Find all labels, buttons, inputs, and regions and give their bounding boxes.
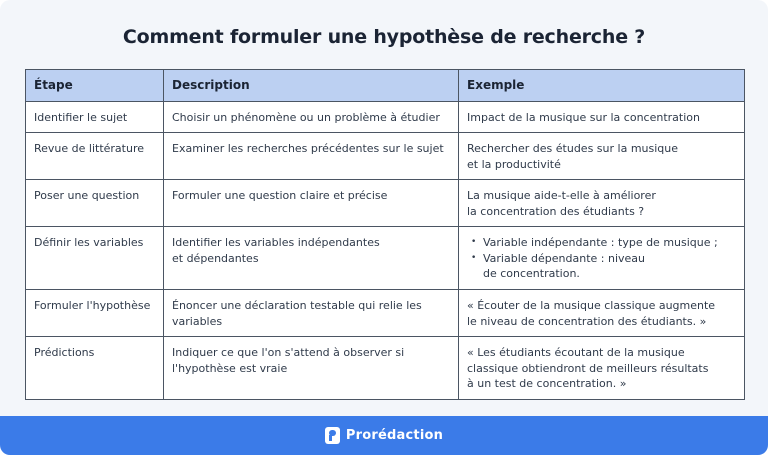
exemple-cell: « Écouter de la musique classique augmente le niveau de concentration des étudiants. » (459, 290, 745, 337)
list-item: • Variable indépendante : type de musique ; (467, 235, 736, 251)
table-row (26, 102, 745, 133)
page-title: Comment formuler une hypothèse de recherche ? (122, 26, 646, 48)
exemple-cell: Rechercher des études sur la musique et la productivité (459, 133, 745, 180)
etape-cell: Définir les variables (26, 227, 164, 290)
table-row (26, 180, 745, 227)
etape-cell: Poser une question (26, 180, 164, 227)
steps-table (25, 69, 745, 400)
list-item: • Variable dépendante : niveau de concentration. (467, 251, 736, 282)
description-cell: Choisir un phénomène ou un problème à étudier (164, 102, 459, 133)
footer-bar (0, 416, 768, 455)
exemple-cell (459, 227, 745, 290)
description-cell: Examiner les recherches précédentes sur le sujet (164, 133, 459, 180)
variables-list (467, 235, 736, 282)
description-cell: Indiquer ce que l'on s'attend à observer si l'hypothèse est vraie (164, 337, 459, 400)
brand-name[interactable]: Prorédaction (345, 428, 444, 443)
exemple-cell: Impact de la musique sur la concentration (459, 102, 745, 133)
table-row (26, 133, 745, 180)
etape-cell: Prédictions (26, 337, 164, 400)
column-header-etape: Étape (26, 70, 164, 102)
description-cell: Énoncer une déclaration testable qui relie les variables (164, 290, 459, 337)
exemple-cell: « Les étudiants écoutant de la musique classique obtiendront de meilleurs résultats à un test de concentration. » (459, 337, 745, 400)
etape-cell: Formuler l'hypothèse (26, 290, 164, 337)
column-header-exemple: Exemple (459, 70, 745, 102)
table-header-row (26, 70, 745, 102)
proredaction-logo-icon (325, 427, 340, 444)
exemple-cell: La musique aide-t-elle à améliorer la concentration des étudiants ? (459, 180, 745, 227)
table-row (26, 227, 745, 290)
etape-cell: Revue de littérature (26, 133, 164, 180)
description-cell: Identifier les variables indépendantes et dépendantes (164, 227, 459, 290)
etape-cell: Identifier le sujet (26, 102, 164, 133)
table-row (26, 337, 745, 400)
column-header-description: Description (164, 70, 459, 102)
table-row (26, 290, 745, 337)
description-cell: Formuler une question claire et précise (164, 180, 459, 227)
